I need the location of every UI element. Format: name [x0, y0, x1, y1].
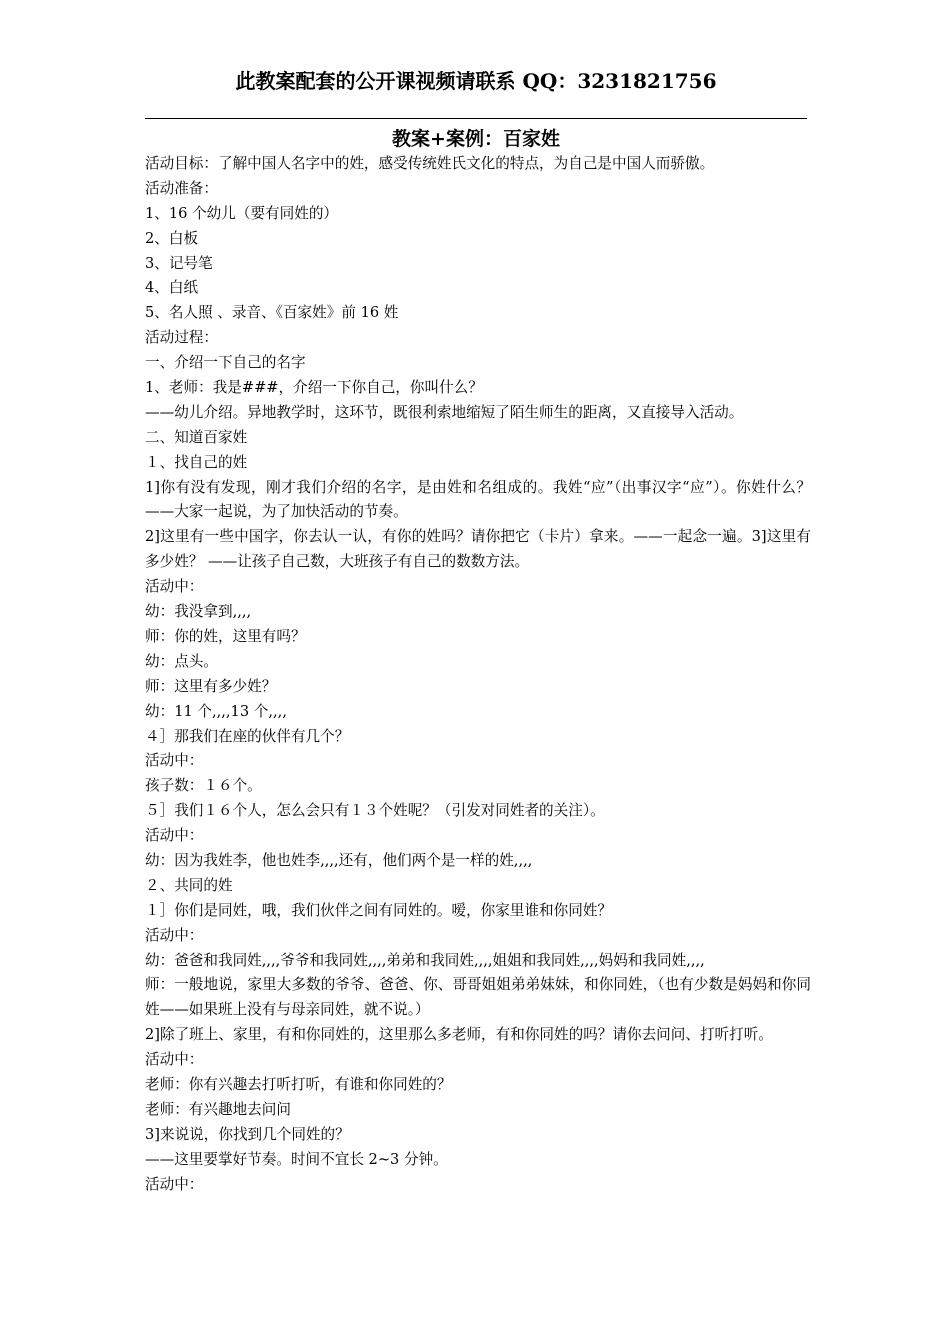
paragraph: ——这里要掌好节奏。时间不宜长 2~3 分钟。 — [145, 1150, 448, 1168]
paragraph: 3]来说说，你找到几个同姓的？ — [145, 1125, 350, 1143]
document-body — [145, 152, 811, 1198]
paragraph: 活动中： — [145, 926, 204, 944]
paragraph: 1、老师：我是###，介绍一下你自己，你叫什么？ — [145, 379, 483, 397]
paragraph: 师：这里有多少姓？ — [145, 677, 277, 695]
paragraph: 师：你的姓，这里有吗？ — [145, 627, 306, 645]
paragraph: １］你们是同姓，哦，我们伙伴之间有同姓的。嗳，你家里谁和你同姓？ — [145, 901, 613, 919]
paragraph: 孩子数：１６个。 — [145, 777, 262, 795]
paragraph: 3、记号笔 — [145, 254, 213, 272]
paragraph: 活动中： — [145, 1175, 204, 1193]
paragraph: ２、共同的姓 — [145, 876, 233, 894]
paragraph: 幼：因为我姓李，他也姓李,,,,还有，他们两个是一样的姓,,,, — [145, 852, 533, 869]
header-divider — [145, 118, 807, 119]
paragraph: 老师：有兴趣地去问问 — [145, 1100, 291, 1118]
paragraph: 活动准备： — [145, 179, 218, 197]
paragraph: 5、名人照 、录音、《百家姓》前 16 姓 — [145, 304, 399, 322]
paragraph: 2]除了班上、家里，有和你同姓的，这里那么多老师，有和你同姓的吗？请你去问问、打听打听。 — [145, 1026, 773, 1044]
paragraph: １、找自己的姓 — [145, 453, 248, 471]
paragraph: ——幼儿介绍。异地教学时，这环节，既很利索地缩短了陌生师生的距离，又直接导入活动。 — [145, 403, 744, 421]
page-header: 此教案配套的公开课视频请联系 QQ：3231821756 — [235, 69, 717, 93]
paragraph: 活动目标：了解中国人名字中的姓，感受传统姓氏文化的特点，为自己是中国人而骄傲。 — [145, 155, 715, 172]
paragraph: 1、16 个幼儿（要有同姓的） — [145, 204, 339, 222]
paragraph: 活动中： — [145, 1051, 204, 1069]
paragraph: 4、白纸 — [145, 279, 199, 297]
paragraph: 活动过程： — [145, 329, 218, 347]
paragraph: 二、知道百家姓 — [145, 428, 248, 446]
paragraph: 1]你有没有发现，刚才我们介绍的名字，是由姓和名组成的。我姓“应”（出事汉字“应”）。你姓什么？ ——大家一起说，为了加快活动的节奏。 — [145, 478, 811, 521]
paragraph: 幼：爸爸和我同姓,,,,爷爷和我同姓,,,,弟弟和我同姓,,,,姐姐和我同姓,,,,妈妈和我同姓,,,, — [145, 951, 705, 969]
paragraph: 2]这里有一些中国字，你去认一认，有你的姓吗？请你把它（卡片）拿来。——一起念一遍。3]这里有多少姓？ ——让孩子自己数，大班孩子有自己的数数方法。 — [145, 528, 811, 571]
paragraph: 活动中： — [145, 752, 204, 770]
paragraph: 活动中： — [145, 827, 204, 845]
paragraph: 幼：11 个,,,,13 个,,,, — [145, 702, 287, 720]
paragraph: 一、介绍一下自己的名字 — [145, 354, 306, 372]
paragraph: 幼：我没拿到,,,, — [145, 603, 252, 621]
paragraph: 师：一般地说，家里大多数的爷爷、爸爸、你、哥哥姐姐弟弟妹妹，和你同姓，（也有少数是妈妈和你同姓——如果班上没有与母亲同姓，就不说。） — [145, 976, 811, 1019]
paragraph: ５］我们１６个人，怎么会只有１３个姓呢？（引发对同姓者的关注）。 — [145, 802, 605, 820]
paragraph: 幼：点头。 — [145, 652, 218, 670]
paragraph: 老师：你有兴趣去打听打听，有谁和你同姓的？ — [145, 1076, 452, 1094]
paragraph: ４］那我们在座的伙伴有几个？ — [145, 727, 350, 745]
paragraph: 2、白板 — [145, 229, 199, 247]
paragraph: 活动中： — [145, 578, 204, 596]
document-title: 教案+案例：百家姓 — [392, 128, 560, 150]
